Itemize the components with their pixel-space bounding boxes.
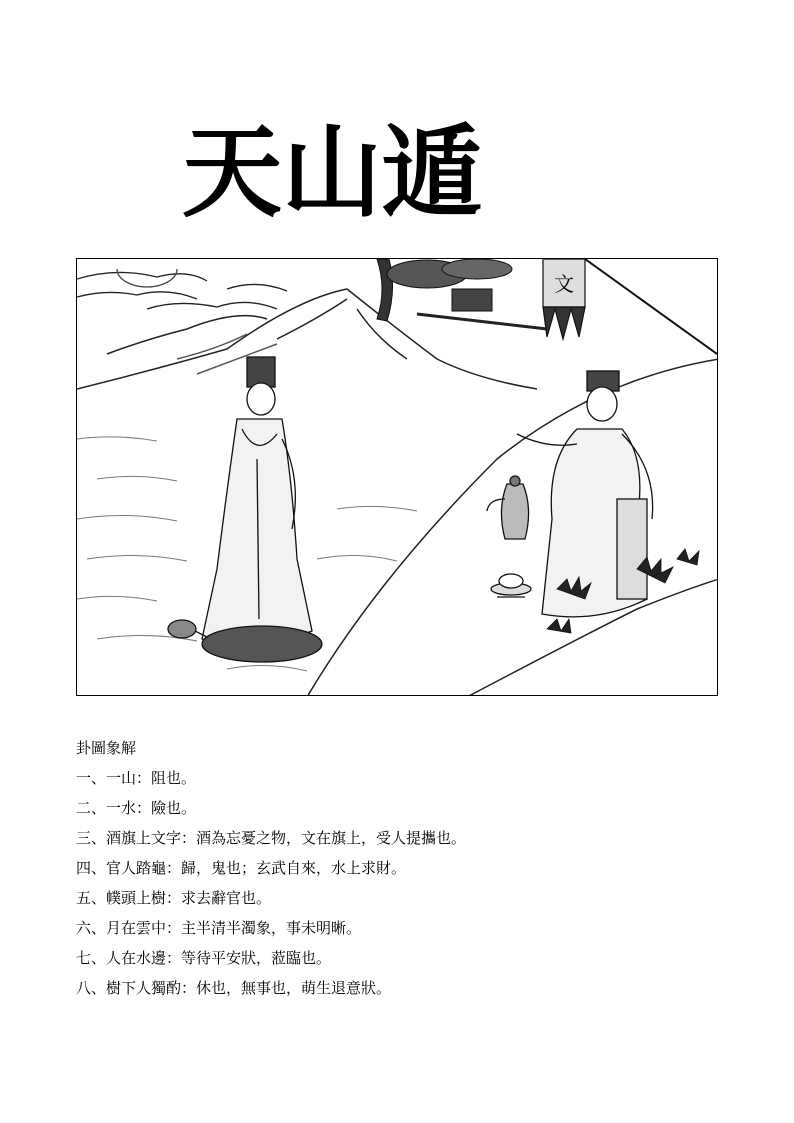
wine-vessel-drawing [487, 476, 529, 539]
interpretation-line: 二、一水：險也。 [76, 799, 197, 817]
section-heading: 卦圖象解 [76, 739, 137, 757]
cloud-moon-drawing [77, 269, 287, 309]
interpretation-line: 八、樹下人獨酌：休也，無事也，萌生退意狀。 [76, 979, 392, 997]
standing-official-figure [202, 357, 312, 644]
tree-drawing [377, 259, 547, 329]
interpretation-line: 六、月在雲中：主半清半濁象，事未明晰。 [76, 919, 362, 937]
page-title: 天山遁 [182, 114, 482, 231]
illustration [76, 258, 718, 696]
seated-official-figure [517, 371, 653, 617]
interpretation-section [76, 737, 736, 1007]
interpretation-line: 三、酒旗上文字：酒為忘憂之物，文在旗上，受人提攜也。 [76, 829, 467, 847]
interpretation-line: 五、幞頭上樹：求去辭官也。 [76, 889, 272, 907]
interpretation-line: 四、官人踏龜：歸，鬼也；玄武自來，水上求財。 [76, 859, 407, 877]
wine-banner [543, 259, 717, 354]
banner-text: 文 [554, 272, 574, 296]
dish-drawing [491, 574, 531, 597]
interpretation-line: 七、人在水邊：等待平安狀，蒞臨也。 [76, 949, 332, 967]
interpretation-line: 一、一山：阻也。 [76, 769, 197, 787]
